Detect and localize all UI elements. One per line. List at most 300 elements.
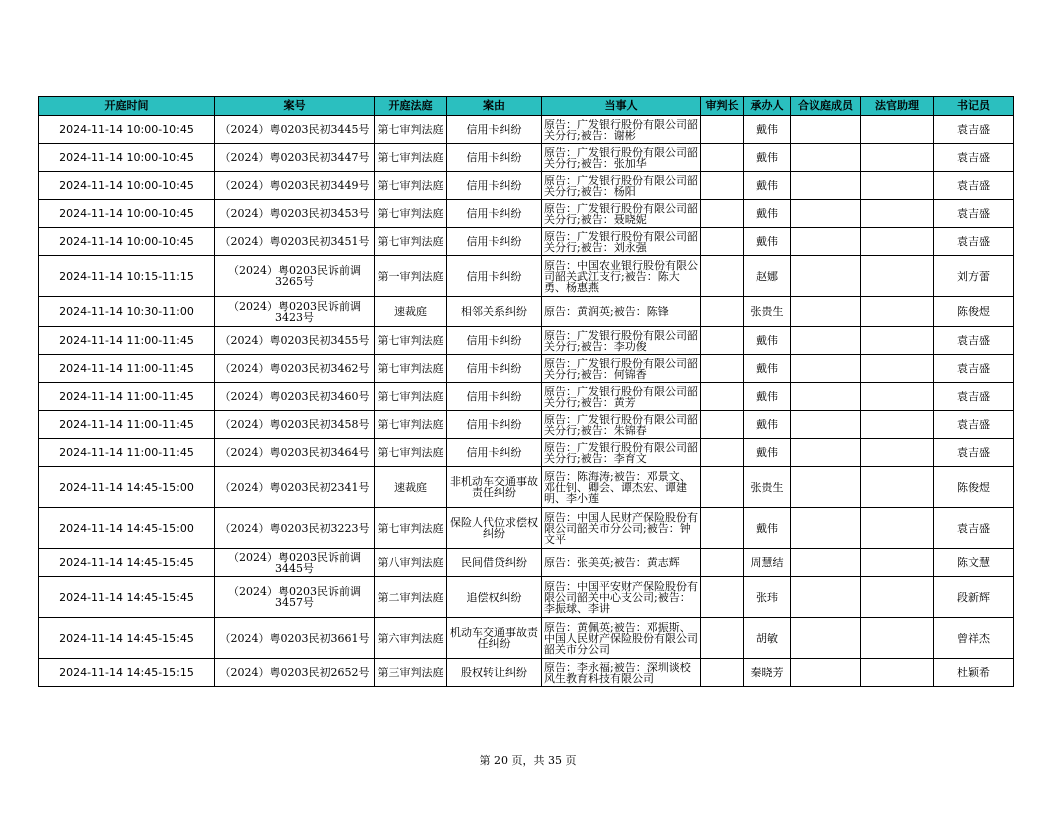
cell-time [39, 508, 215, 549]
time-text: 2024-11-14 14:45-15:00 [59, 481, 194, 493]
cell-time [39, 144, 215, 172]
cell-parties [542, 439, 701, 467]
cell-judge-assistant [861, 355, 934, 383]
courtroom-text: 第一审判法庭 [377, 270, 444, 282]
cell-judge [744, 659, 791, 687]
cell-courtroom [375, 549, 447, 577]
clerk-text: 袁吉盛 [957, 391, 990, 402]
cause-text: 信用卡纠纷 [466, 335, 522, 346]
cell-time [39, 172, 215, 200]
parties-text: 原告：广发银行股份有限公司韶关分行;被告：刘永强 [544, 230, 698, 253]
cell-case-number [215, 200, 375, 228]
cell-judge-assistant [861, 297, 934, 327]
cell-cause [447, 439, 542, 467]
cause-text: 信用卡纠纷 [466, 391, 522, 402]
table-row [39, 618, 1014, 659]
case-number-text: （2024）粤0203民初3223号 [219, 522, 370, 534]
cell-judge-assistant [861, 144, 934, 172]
cell-judge [744, 256, 791, 297]
courtroom-text: 第七审判法庭 [377, 180, 444, 191]
cell-cause [447, 549, 542, 577]
clerk-text: 陈文慧 [957, 557, 990, 568]
case-number-text: （2024）粤0203民诉前调3423号 [228, 300, 361, 323]
time-text: 2024-11-14 14:45-15:00 [59, 522, 194, 534]
cell-case-number [215, 172, 375, 200]
courtroom-text: 第七审判法庭 [377, 208, 444, 219]
time-text: 2024-11-14 10:00-10:45 [59, 124, 194, 135]
cell-clerk [934, 439, 1014, 467]
courtroom-text: 第二审判法庭 [377, 591, 444, 603]
judge-text: 戴伟 [756, 236, 778, 247]
cell-clerk [934, 659, 1014, 687]
clerk-text: 刘方蕾 [957, 270, 990, 282]
clerk-text: 袁吉盛 [957, 419, 990, 430]
time-text: 2024-11-14 14:45-15:45 [59, 557, 194, 568]
cell-panel-members [791, 297, 861, 327]
courtroom-text: 第八审判法庭 [377, 557, 444, 568]
cell-chief-judge [701, 549, 744, 577]
cell-panel-members [791, 355, 861, 383]
cause-text: 信用卡纠纷 [466, 270, 522, 282]
cell-judge-assistant [861, 508, 934, 549]
parties-text: 原告：广发银行股份有限公司韶关分行;被告：杨阳 [544, 174, 698, 197]
hearing-schedule-table [38, 96, 1014, 687]
cell-courtroom [375, 411, 447, 439]
cell-cause [447, 467, 542, 508]
cell-judge [744, 144, 791, 172]
case-number-text: （2024）粤0203民初3449号 [219, 180, 370, 191]
cell-cause [447, 172, 542, 200]
cell-judge [744, 200, 791, 228]
clerk-text: 袁吉盛 [957, 180, 990, 191]
cell-clerk [934, 383, 1014, 411]
table-row [39, 116, 1014, 144]
cell-parties [542, 549, 701, 577]
col-header-judge: 承办人 [744, 97, 791, 116]
cell-time [39, 618, 215, 659]
parties-text: 原告：陈海涛;被告：邓景文、邓仕钊、卿会、谭杰宏、谭建明、李小莲 [544, 470, 691, 504]
cause-text: 民间借贷纠纷 [461, 557, 527, 568]
judge-text: 戴伟 [756, 363, 778, 374]
cell-judge-assistant [861, 327, 934, 355]
judge-text: 周慧结 [750, 557, 784, 568]
case-number-text: （2024）粤0203民初3464号 [219, 447, 370, 458]
clerk-text: 袁吉盛 [957, 363, 990, 374]
cell-panel-members [791, 228, 861, 256]
time-text: 2024-11-14 14:45-15:15 [59, 667, 194, 678]
cell-judge [744, 508, 791, 549]
cell-judge-assistant [861, 659, 934, 687]
judge-text: 戴伟 [756, 208, 778, 219]
judge-text: 戴伟 [756, 522, 778, 534]
cell-case-number [215, 549, 375, 577]
table-row [39, 439, 1014, 467]
cell-parties [542, 116, 701, 144]
cell-case-number [215, 355, 375, 383]
cell-cause [447, 659, 542, 687]
parties-text: 原告：广发银行股份有限公司韶关分行;被告：何锦香 [544, 357, 698, 380]
cell-panel-members [791, 659, 861, 687]
cause-text: 股权转让纠纷 [461, 667, 527, 678]
cause-text: 信用卡纠纷 [466, 447, 522, 458]
cell-judge-assistant [861, 383, 934, 411]
cell-time [39, 116, 215, 144]
parties-text: 原告：广发银行股份有限公司韶关分行;被告：朱锦春 [544, 413, 698, 436]
cell-parties [542, 411, 701, 439]
cell-chief-judge [701, 327, 744, 355]
clerk-text: 袁吉盛 [957, 522, 990, 534]
cell-time [39, 467, 215, 508]
case-number-text: （2024）粤0203民初3462号 [219, 363, 370, 374]
cell-parties [542, 144, 701, 172]
cell-time [39, 228, 215, 256]
cell-chief-judge [701, 618, 744, 659]
table-row [39, 659, 1014, 687]
cell-panel-members [791, 439, 861, 467]
time-text: 2024-11-14 10:00-10:45 [59, 180, 194, 191]
parties-text: 原告：广发银行股份有限公司韶关分行;被告：谢彬 [544, 118, 698, 141]
judge-text: 戴伟 [756, 335, 778, 346]
case-number-text: （2024）粤0203民诉前调3457号 [228, 586, 361, 608]
cell-clerk [934, 467, 1014, 508]
cell-clerk [934, 144, 1014, 172]
table-row [39, 297, 1014, 327]
cell-panel-members [791, 200, 861, 228]
cell-panel-members [791, 508, 861, 549]
cell-case-number [215, 383, 375, 411]
time-text: 2024-11-14 10:30-11:00 [59, 306, 194, 317]
table-row [39, 144, 1014, 172]
cell-panel-members [791, 256, 861, 297]
parties-text: 原告：广发银行股份有限公司韶关分行;被告：李功俊 [544, 329, 698, 352]
case-number-text: （2024）粤0203民初3445号 [219, 124, 370, 135]
courtroom-text: 第七审判法庭 [377, 236, 444, 247]
judge-text: 胡敏 [756, 632, 778, 644]
clerk-text: 袁吉盛 [957, 208, 990, 219]
table-row [39, 411, 1014, 439]
cell-panel-members [791, 549, 861, 577]
cell-chief-judge [701, 116, 744, 144]
cell-clerk [934, 355, 1014, 383]
time-text: 2024-11-14 10:00-10:45 [59, 236, 194, 247]
cell-case-number [215, 411, 375, 439]
table-row [39, 256, 1014, 297]
cause-text: 信用卡纠纷 [466, 419, 522, 430]
cell-judge [744, 355, 791, 383]
cell-clerk [934, 327, 1014, 355]
judge-text: 戴伟 [756, 152, 778, 163]
cell-parties [542, 355, 701, 383]
table-row [39, 200, 1014, 228]
courtroom-text: 第七审判法庭 [377, 391, 444, 402]
judge-text: 戴伟 [756, 419, 778, 430]
cell-judge-assistant [861, 116, 934, 144]
courtroom-text: 第七审判法庭 [377, 124, 444, 135]
cell-courtroom [375, 659, 447, 687]
parties-text: 原告：中国平安财产保险股份有限公司韶关中心支公司;被告：李振球、李讲 [544, 580, 698, 614]
courtroom-text: 速裁庭 [394, 306, 427, 317]
clerk-text: 段新辉 [957, 591, 990, 603]
judge-text: 戴伟 [756, 391, 778, 402]
case-number-text: （2024）粤0203民诉前调3265号 [228, 265, 361, 287]
cell-cause [447, 297, 542, 327]
cell-chief-judge [701, 172, 744, 200]
cell-clerk [934, 549, 1014, 577]
cell-case-number [215, 439, 375, 467]
cell-clerk [934, 172, 1014, 200]
courtroom-text: 第七审判法庭 [377, 522, 444, 534]
cell-courtroom [375, 618, 447, 659]
judge-text: 戴伟 [756, 447, 778, 458]
judge-text: 张贵生 [750, 481, 784, 493]
parties-text: 原告：李永福;被告：深圳谈校风生教育科技有限公司 [544, 661, 691, 684]
judge-text: 秦晓芳 [750, 667, 784, 678]
time-text: 2024-11-14 10:00-10:45 [59, 208, 194, 219]
cell-case-number [215, 327, 375, 355]
cell-chief-judge [701, 508, 744, 549]
cause-text: 信用卡纠纷 [466, 208, 522, 219]
time-text: 2024-11-14 11:00-11:45 [59, 447, 194, 458]
time-text: 2024-11-14 14:45-15:45 [59, 632, 194, 644]
cell-parties [542, 172, 701, 200]
cell-time [39, 327, 215, 355]
cell-clerk [934, 200, 1014, 228]
parties-text: 原告：张美英;被告：黄志辉 [544, 557, 680, 568]
col-header-case-number: 案号 [215, 97, 375, 116]
col-header-judge-assistant: 法官助理 [861, 97, 934, 116]
clerk-text: 杜颖希 [957, 667, 990, 678]
clerk-text: 陈俊煜 [957, 306, 990, 317]
cell-panel-members [791, 577, 861, 618]
cell-clerk [934, 411, 1014, 439]
judge-text: 张贵生 [750, 306, 784, 317]
cell-panel-members [791, 467, 861, 508]
case-number-text: （2024）粤0203民诉前调3445号 [228, 551, 361, 574]
table-row [39, 327, 1014, 355]
cell-cause [447, 618, 542, 659]
cell-case-number [215, 467, 375, 508]
cell-chief-judge [701, 144, 744, 172]
cell-judge [744, 383, 791, 411]
table-row [39, 228, 1014, 256]
cell-case-number [215, 116, 375, 144]
col-header-parties: 当事人 [542, 97, 701, 116]
cell-judge-assistant [861, 172, 934, 200]
cell-judge [744, 411, 791, 439]
cell-panel-members [791, 116, 861, 144]
col-header-panel-members: 合议庭成员 [791, 97, 861, 116]
cell-parties [542, 228, 701, 256]
cell-chief-judge [701, 659, 744, 687]
cause-text: 追偿权纠纷 [466, 591, 522, 603]
cell-judge [744, 297, 791, 327]
cell-panel-members [791, 327, 861, 355]
cell-cause [447, 256, 542, 297]
cell-clerk [934, 228, 1014, 256]
courtroom-text: 第三审判法庭 [377, 667, 444, 678]
cell-chief-judge [701, 467, 744, 508]
cell-courtroom [375, 383, 447, 411]
cell-chief-judge [701, 256, 744, 297]
cell-case-number [215, 228, 375, 256]
cell-judge [744, 549, 791, 577]
cell-judge-assistant [861, 549, 934, 577]
cell-case-number [215, 618, 375, 659]
cell-case-number [215, 659, 375, 687]
case-number-text: （2024）粤0203民初3458号 [219, 419, 370, 430]
cell-judge [744, 228, 791, 256]
col-header-courtroom: 开庭法庭 [375, 97, 447, 116]
cell-parties [542, 618, 701, 659]
case-number-text: （2024）粤0203民初3460号 [219, 391, 370, 402]
judge-text: 戴伟 [756, 124, 778, 135]
clerk-text: 袁吉盛 [957, 124, 990, 135]
cell-cause [447, 383, 542, 411]
cell-courtroom [375, 327, 447, 355]
cell-cause [447, 200, 542, 228]
cell-case-number [215, 508, 375, 549]
cell-cause [447, 228, 542, 256]
clerk-text: 曾祥杰 [957, 632, 990, 644]
cell-case-number [215, 577, 375, 618]
cell-judge-assistant [861, 439, 934, 467]
clerk-text: 袁吉盛 [957, 236, 990, 247]
page-footer: 第 20 页，共 35 页 [479, 754, 577, 767]
parties-text: 原告：黄佩英;被告：邓振斯、中国人民财产保险股份有限公司韶关市分公司 [544, 621, 698, 655]
cell-courtroom [375, 508, 447, 549]
cell-time [39, 355, 215, 383]
cell-judge-assistant [861, 618, 934, 659]
courtroom-text: 第七审判法庭 [377, 419, 444, 430]
time-text: 2024-11-14 11:00-11:45 [59, 335, 194, 346]
cell-clerk [934, 297, 1014, 327]
cell-time [39, 200, 215, 228]
parties-text: 原告：广发银行股份有限公司韶关分行;被告：黄芳 [544, 385, 698, 408]
time-text: 2024-11-14 11:00-11:45 [59, 363, 194, 374]
cell-panel-members [791, 144, 861, 172]
cell-chief-judge [701, 577, 744, 618]
parties-text: 原告：中国人民财产保险股份有限公司韶关市分公司;被告：钟文平 [544, 511, 698, 545]
parties-text: 原告：中国农业银行股份有限公司韶关武江支行;被告：陈大勇、杨惠燕 [544, 259, 698, 293]
clerk-text: 袁吉盛 [957, 335, 990, 346]
cell-cause [447, 577, 542, 618]
cell-chief-judge [701, 383, 744, 411]
judge-text: 张玮 [756, 591, 778, 603]
cause-text: 信用卡纠纷 [466, 152, 522, 163]
col-header-clerk: 书记员 [934, 97, 1014, 116]
parties-text: 原告：广发银行股份有限公司韶关分行;被告：聂晓妮 [544, 202, 698, 225]
cell-judge [744, 172, 791, 200]
table-row [39, 383, 1014, 411]
cell-judge-assistant [861, 228, 934, 256]
cell-parties [542, 577, 701, 618]
cell-courtroom [375, 577, 447, 618]
cell-judge-assistant [861, 256, 934, 297]
table-row [39, 508, 1014, 549]
cause-text: 非机动车交通事故责任纠纷 [450, 476, 538, 498]
cell-time [39, 439, 215, 467]
cell-case-number [215, 297, 375, 327]
courtroom-text: 第六审判法庭 [377, 632, 444, 644]
header-row [39, 97, 1014, 116]
time-text: 2024-11-14 10:00-10:45 [59, 152, 194, 163]
cell-parties [542, 256, 701, 297]
parties-text: 原告：广发银行股份有限公司韶关分行;被告：李育文 [544, 441, 698, 464]
cause-text: 信用卡纠纷 [466, 363, 522, 374]
time-text: 2024-11-14 11:00-11:45 [59, 419, 194, 430]
case-number-text: （2024）粤0203民初2341号 [219, 481, 370, 493]
cell-parties [542, 327, 701, 355]
cell-case-number [215, 256, 375, 297]
cell-time [39, 297, 215, 327]
cell-cause [447, 327, 542, 355]
judge-text: 赵娜 [756, 270, 778, 282]
cell-judge [744, 467, 791, 508]
cell-courtroom [375, 172, 447, 200]
parties-text: 原告：黄润英;被告：陈锋 [544, 306, 669, 317]
cause-text: 相邻关系纠纷 [461, 306, 527, 317]
cell-panel-members [791, 172, 861, 200]
cell-parties [542, 508, 701, 549]
case-number-text: （2024）粤0203民初3661号 [219, 632, 370, 644]
cause-text: 保险人代位求偿权纠纷 [450, 517, 538, 539]
courtroom-text: 第七审判法庭 [377, 335, 444, 346]
cell-case-number [215, 144, 375, 172]
cell-chief-judge [701, 297, 744, 327]
cell-panel-members [791, 618, 861, 659]
col-header-chief-judge: 审判长 [701, 97, 744, 116]
table-row [39, 172, 1014, 200]
cell-clerk [934, 577, 1014, 618]
cell-parties [542, 297, 701, 327]
cell-clerk [934, 618, 1014, 659]
cell-time [39, 383, 215, 411]
cell-judge [744, 327, 791, 355]
cell-panel-members [791, 411, 861, 439]
cell-time [39, 659, 215, 687]
time-text: 2024-11-14 10:15-11:15 [59, 270, 194, 282]
cell-judge-assistant [861, 577, 934, 618]
cell-cause [447, 411, 542, 439]
cell-courtroom [375, 256, 447, 297]
cell-courtroom [375, 297, 447, 327]
courtroom-text: 速裁庭 [394, 481, 427, 493]
cell-chief-judge [701, 200, 744, 228]
cell-time [39, 256, 215, 297]
cell-courtroom [375, 355, 447, 383]
cell-judge-assistant [861, 200, 934, 228]
case-number-text: （2024）粤0203民初3453号 [219, 208, 370, 219]
cell-judge [744, 577, 791, 618]
cell-courtroom [375, 116, 447, 144]
cell-chief-judge [701, 228, 744, 256]
cell-courtroom [375, 144, 447, 172]
cell-courtroom [375, 200, 447, 228]
cell-cause [447, 508, 542, 549]
table-row [39, 577, 1014, 618]
cell-clerk [934, 508, 1014, 549]
clerk-text: 袁吉盛 [957, 152, 990, 163]
cell-parties [542, 383, 701, 411]
cell-clerk [934, 256, 1014, 297]
courtroom-text: 第七审判法庭 [377, 363, 444, 374]
cause-text: 机动车交通事故责任纠纷 [450, 627, 538, 649]
parties-text: 原告：广发银行股份有限公司韶关分行;被告：张加华 [544, 146, 698, 169]
cell-time [39, 549, 215, 577]
time-text: 2024-11-14 14:45-15:45 [59, 591, 194, 603]
cell-courtroom [375, 439, 447, 467]
cell-judge [744, 116, 791, 144]
